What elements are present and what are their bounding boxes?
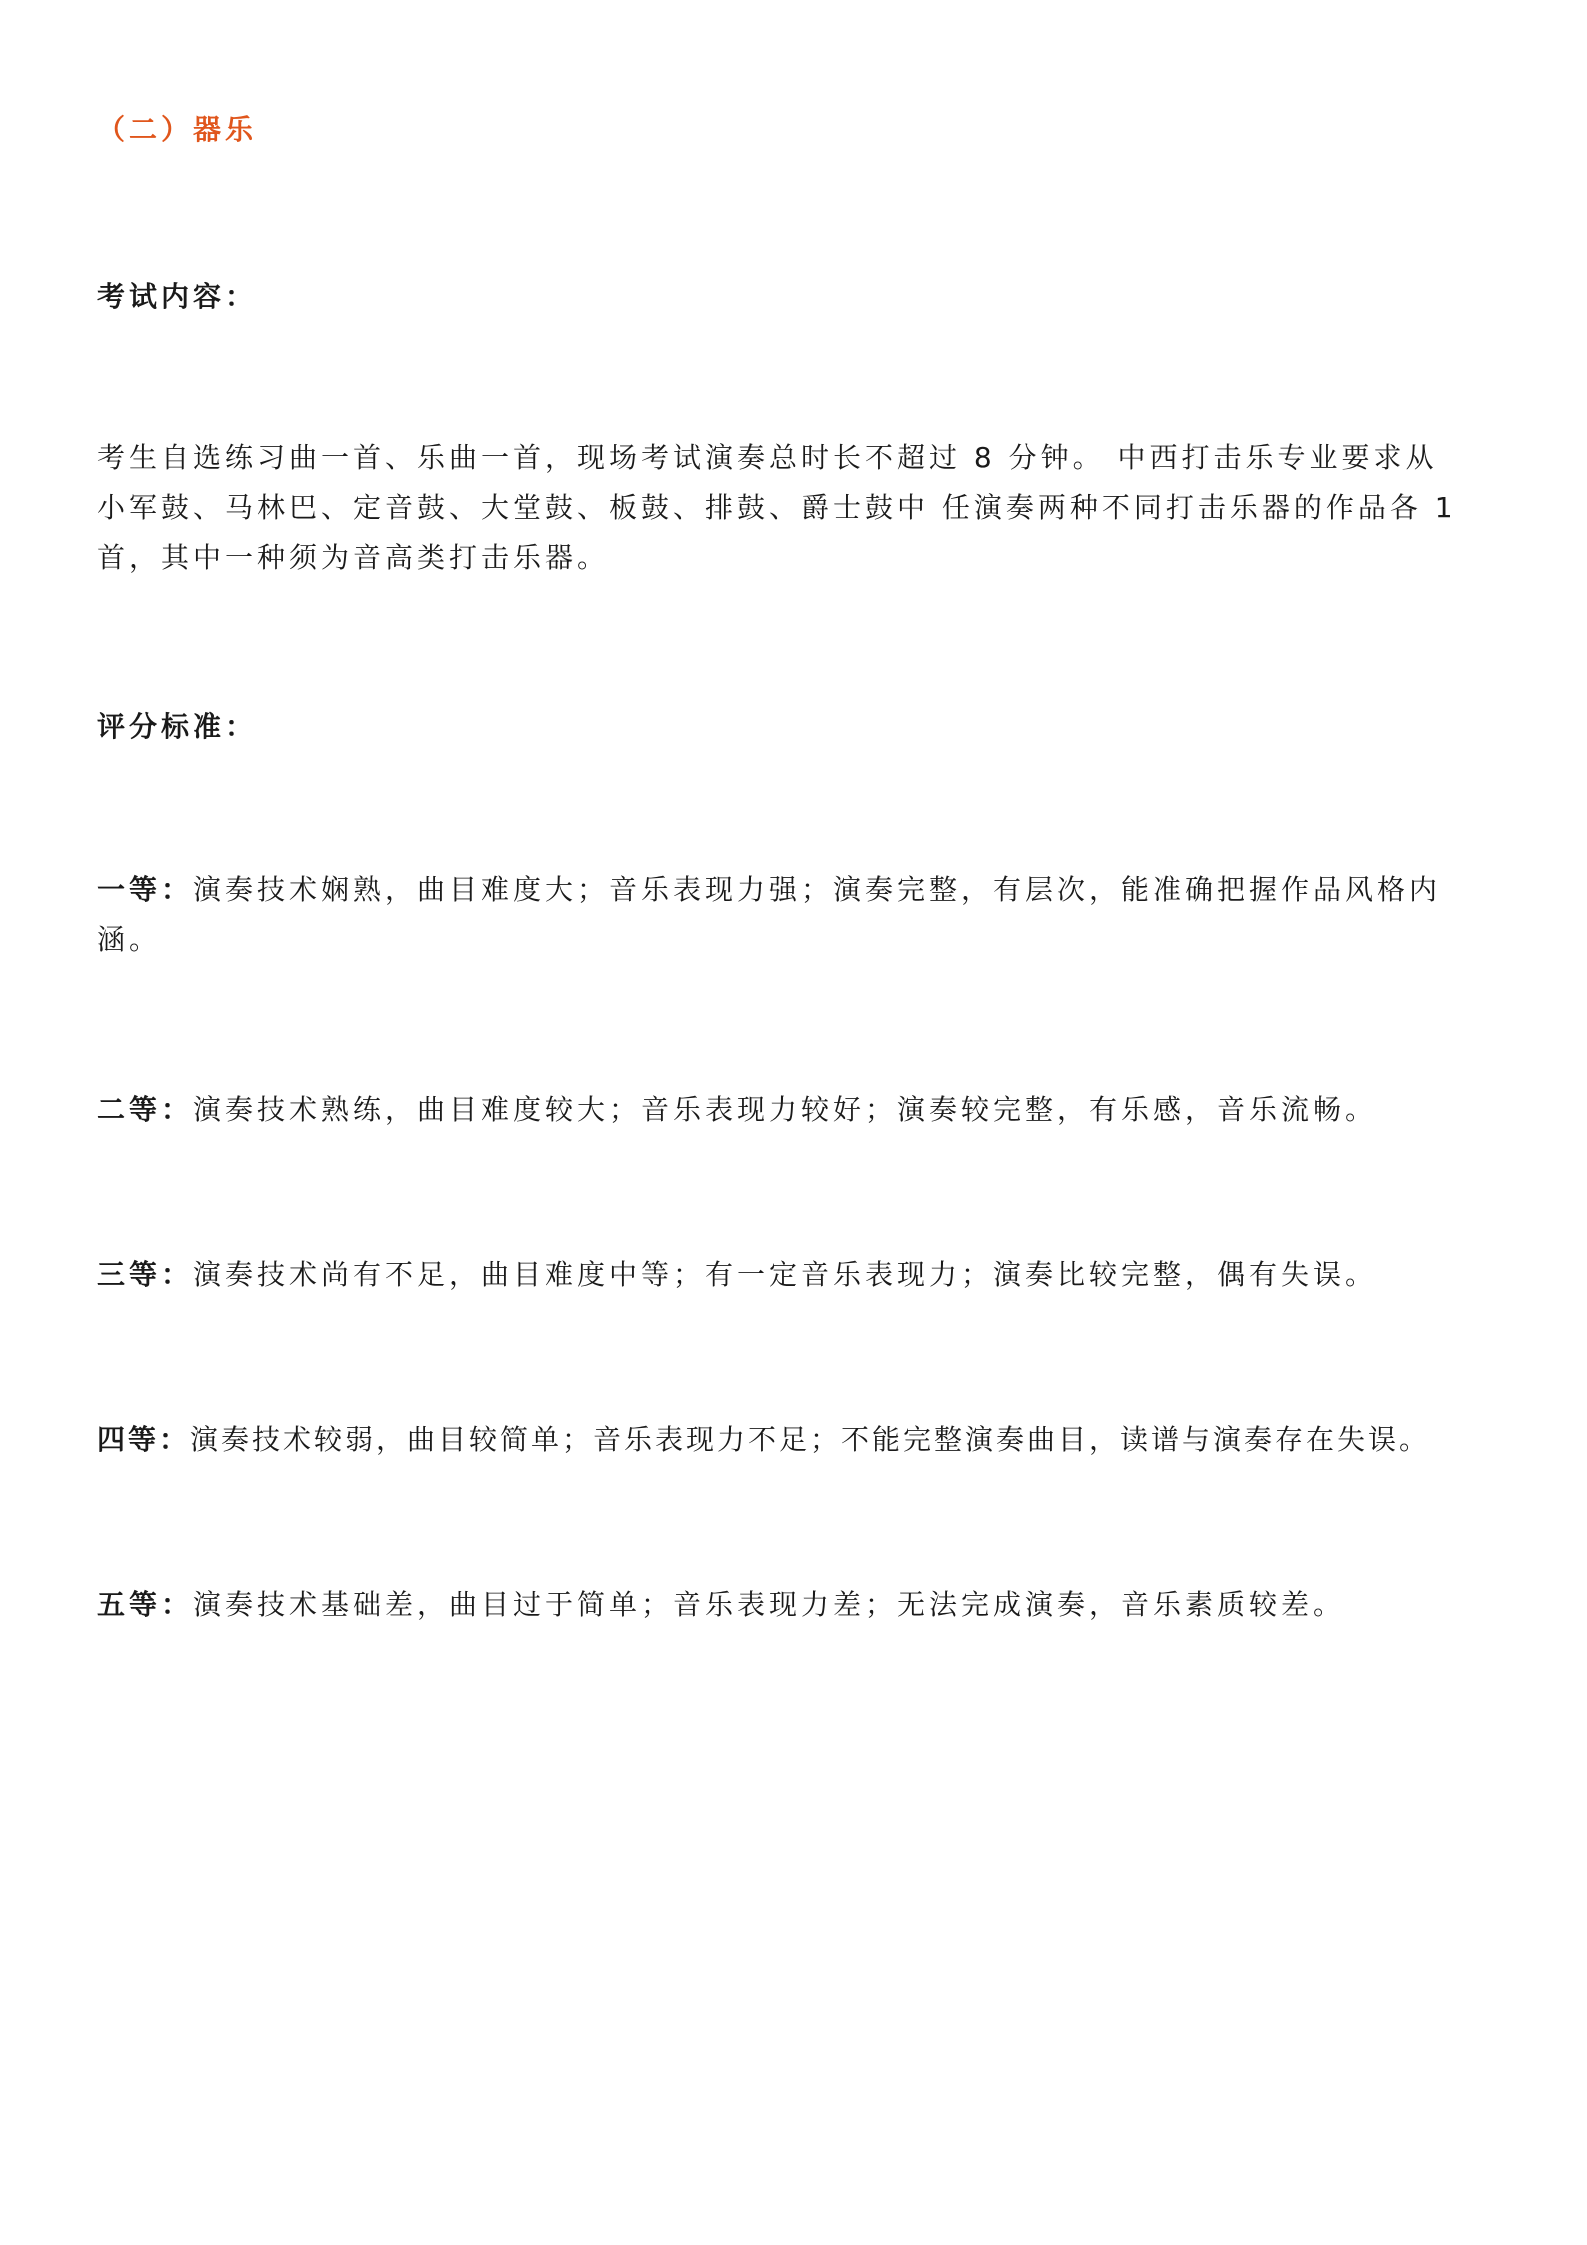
content-line: 小军鼓、马林巴、定音鼓、大堂鼓、板鼓、排鼓、爵士鼓中 任演奏两种不同打击乐器的作品各 1 [97, 491, 1457, 524]
grade-label: 五等： [97, 1588, 194, 1621]
grade-item-2 [97, 1085, 1507, 1135]
grade-text: 演奏技术基础差，曲目过于简单；音乐表现力差；无法完成演奏，音乐素质较差。 [193, 1588, 1346, 1621]
grade-text: 演奏技术熟练，曲目难度较大；音乐表现力较好；演奏较完整，有乐感，音乐流畅。 [193, 1093, 1378, 1126]
grade-label: 三等： [97, 1258, 194, 1291]
grade-label: 四等： [97, 1423, 191, 1456]
content-line: 考生自选练习曲一首、乐曲一首，现场考试演奏总时长不超过 8 分钟。 中西打击乐专业要求从 [97, 441, 1438, 474]
content-heading: 考试内容： [97, 280, 258, 313]
grade-item-4 [97, 1415, 1507, 1465]
criteria-heading: 评分标准： [97, 710, 258, 743]
content-line: 首，其中一种须为音高类打击乐器。 [97, 541, 610, 574]
section-title: （二）器乐 [97, 113, 258, 146]
grade-label: 一等： [97, 873, 194, 906]
grade-text: 演奏技术娴熟，曲目难度大；音乐表现力强；演奏完整，有层次，能准确把握作品风格内 [193, 873, 1442, 906]
grade-item-1 [97, 865, 1507, 965]
grade-item-3 [97, 1250, 1507, 1300]
content-paragraph [97, 433, 1507, 583]
grade-text: 涵。 [97, 923, 162, 956]
grade-text: 演奏技术尚有不足，曲目难度中等；有一定音乐表现力；演奏比较完整，偶有失误。 [193, 1258, 1378, 1291]
grade-text: 演奏技术较弱，曲目较简单；音乐表现力不足；不能完整演奏曲目，读谱与演奏存在失误。 [190, 1423, 1431, 1456]
grade-item-5 [97, 1580, 1507, 1630]
grade-label: 二等： [97, 1093, 194, 1126]
